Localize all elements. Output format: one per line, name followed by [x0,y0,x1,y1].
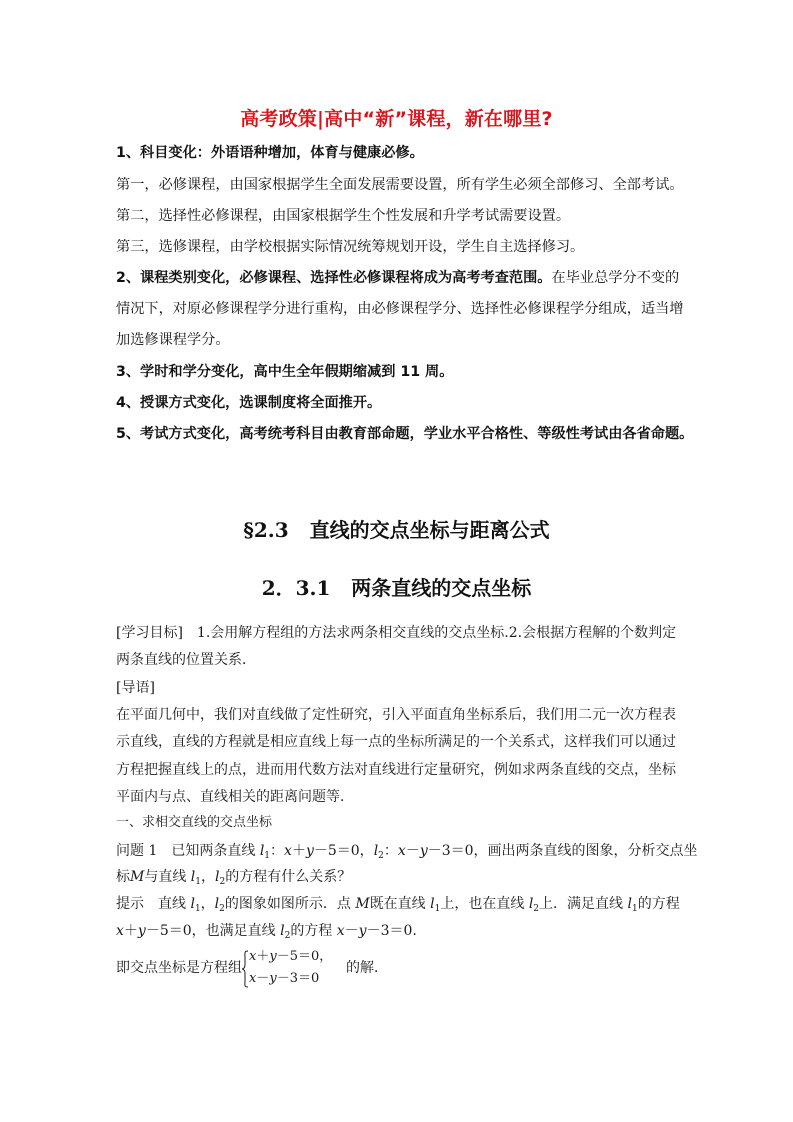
question-1-text: － [405,843,420,859]
notice-item-2-line-3: 加选修课程学分。 [116,332,230,348]
var-y: y [419,843,428,859]
system-equation-2 [249,970,319,988]
var-y: y [137,923,146,939]
subsection-number: 2．3.1 [261,576,331,600]
hint-text: －5＝0，也满足直线 [145,923,281,939]
system-suffix: 的解． [346,960,388,976]
left-brace-icon [241,950,249,988]
equation-text: －5＝0， [276,949,333,964]
notice-title: 高考政策|高中“新”课程，新在哪里? [240,108,553,130]
notice-item-5: 5、考试方式变化，高考统考科目由教育部命题，学业水平合格性、等级性考试由各省命题。 [116,426,694,442]
subscript: 1 [264,851,271,861]
notice-paragraph-3: 第三，选修课程，由学校根据实际情况统筹规划开设，学生自主选择修习。 [116,239,585,255]
var-l: l [214,896,220,912]
hint-text: 既在直线 [369,896,431,912]
notice-paragraph-1: 第一，必修课程，由国家根据学生全面发展需要设置，所有学生必须全部修习、全部考试。 [116,177,684,193]
intro-line-3: 方程把握直线上的点，进而用代数方法对直线进行定量研究，例如求两条直线的交点，坐标 [116,762,676,778]
subscript: 1 [631,904,638,914]
intro-label: [导语] [116,680,155,696]
subscript: 2 [284,931,291,941]
subscript: 2 [219,904,225,914]
question-1-line-1 [116,841,698,866]
hint-text: 提示 直线 [116,896,191,912]
var-x: x [249,949,257,964]
intro-line-2: 示直线，直线的方程就是相应直线上每一点的坐标所满足的一个关系式，这样我们可以通过 [116,734,676,750]
subscript: 1 [194,904,201,914]
section-title [0,514,793,543]
hint-text: 的方程 [290,923,337,939]
question-1-line-2 [116,867,351,892]
learning-goal-line-2: 两条直线的位置关系． [116,652,256,668]
var-x: x [249,971,257,986]
var-M: M [355,896,370,912]
part-heading: 一、求相交直线的交点坐标 [116,815,273,830]
section-number: §2.3 [243,518,289,542]
question-1-text: 与直线 [144,869,191,885]
var-l: l [190,896,195,912]
hint-text: 上．满足直线 [539,896,628,912]
notice-item-3: 3、学时和学分变化，高中生全年假期缩减到 11 周。 [116,364,454,380]
var-y: y [305,843,314,859]
hint-text: 的方程 [637,896,680,912]
subscript: 2 [533,904,540,914]
hint-text: － [344,923,359,939]
equation-text: － [256,971,270,986]
subscript: 2 [219,877,226,887]
learning-goal-line-1: [学习目标] 1.会用解方程组的方法求两条相交直线的交点坐标.2.会根据方程解的个数判定 [116,625,677,641]
hint-line-1 [116,894,680,919]
notice-paragraph-2: 第二，选择性必修课程，由国家根据学生个性发展和升学考试需要设置。 [116,208,571,224]
var-l: l [280,923,285,939]
equation-text: －3＝0 [276,971,320,986]
var-y: y [358,923,367,939]
system-equation-1 [249,948,332,966]
subscript: 2 [378,851,384,861]
var-l: l [190,869,196,885]
equation-text: ＋ [256,949,270,964]
hint-text: ＋ [123,923,138,939]
intro-line-4: 平面内与点、直线相关的距离问题等． [116,789,354,805]
system-prefix: 即交点坐标是方程组 [116,960,242,976]
var-y: y [269,949,277,964]
question-1-text: 标 [116,869,130,885]
subscript: 1 [195,877,202,887]
var-l: l [373,843,379,859]
notice-item-2-line-2: 情况下，对原必修课程学分进行重构，由必修课程学分、选择性必修课程学分组成，适当增 [116,301,684,317]
var-l: l [259,843,265,859]
notice-item-4: 4、授课方式变化，选课制度将全面推开。 [116,395,382,411]
var-x: x [284,843,292,859]
notice-item-1: 1、科目变化：外语语种增加，体育与健康必修。 [116,145,424,161]
question-1-text: ＋ [291,843,306,859]
question-1-text: ： [383,843,398,859]
notice-item-2-rest: 在毕业总学分不变的 [551,270,680,286]
hint-text: －3＝0. [366,923,417,939]
question-1-text: 的方程有什么关系？ [225,869,352,885]
var-x: x [397,843,406,859]
var-l: l [528,896,534,912]
notice-item-2 [116,268,679,288]
question-1-text: －5＝0， [313,843,374,859]
subsection-title [0,572,793,601]
var-x: x [336,923,345,939]
subsection-title-text: 两条直线的交点坐标 [351,576,532,600]
hint-line-2 [116,921,417,946]
var-l: l [627,896,632,912]
intro-line-1: 在平面几何中，我们对直线做了定性研究，引入平面直角坐标系后，我们用二元一次方程表 [116,707,676,723]
var-M: M [130,869,145,885]
hint-text: 的图象如图所示．点 [224,896,356,912]
hint-text: 上，也在直线 [440,896,529,912]
var-l: l [215,869,220,885]
section-title-text: 直线的交点坐标与距离公式 [309,518,550,542]
hint-text: ， [200,896,215,912]
question-1-text: ， [201,869,216,885]
subscript: 1 [434,904,441,914]
var-y: y [269,971,277,986]
question-1-text: ： [270,843,285,859]
question-1-text: 问题 1 已知两条直线 [116,843,260,859]
question-1-text: －3＝0，画出两条直线的图象，分析交点坐 [427,843,698,859]
notice-item-2-bold: 2、课程类别变化，必修课程、选择性必修课程将成为高考考查范围。 [116,270,552,286]
var-x: x [116,923,124,939]
var-l: l [430,896,435,912]
